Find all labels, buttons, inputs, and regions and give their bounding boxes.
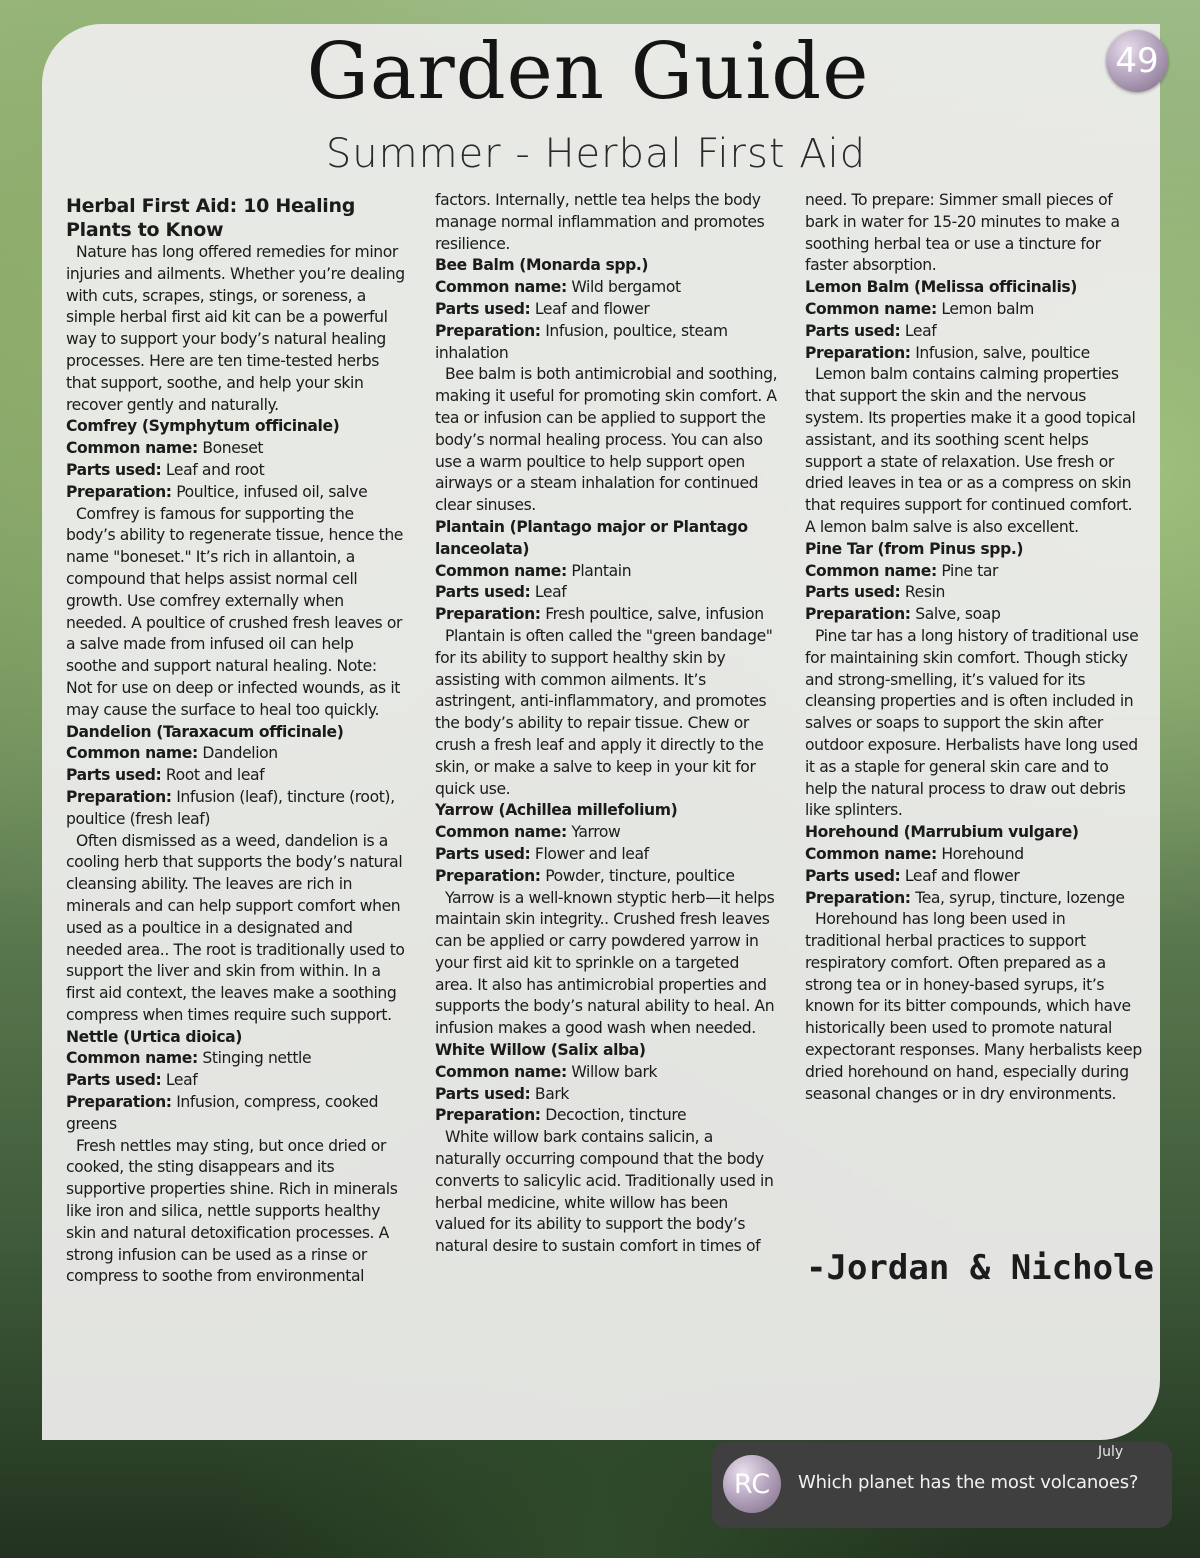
field-value: Infusion (leaf), tincture (root), poultice (fresh leaf) (66, 787, 395, 828)
plant-name: Horehound (Marrubium vulgare) (805, 823, 1079, 842)
field-value: Leaf (161, 1071, 198, 1090)
trivia-question: Which planet has the most volcanoes? (798, 1472, 1139, 1493)
preparation-line (435, 604, 780, 626)
plant-entry-dandelion (66, 722, 406, 1027)
field-label: Preparation: (435, 605, 541, 624)
plant-description: Fresh nettles may sting, but once dried or cooked, the sting disappears and its supportive properties shine. Rich in minerals like iron and silica, nettle supports healthy skin and natural detoxification processes. A strong infusion can be used as a rinse or compress to soothe from environmental (66, 1136, 398, 1286)
plant-entry-yarrow (435, 800, 780, 1040)
article-heading: Herbal First Aid: 10 Healing Plants to Know (66, 195, 356, 241)
plant-description: Comfrey is famous for supporting the body’s ability to regenerate tissue, hence the name "boneset." It’s rich in allantoin, a compound that helps assist normal cell growth. Use comfrey externally when needed. A poultice of crushed fresh leaves or a salve made from infused oil can help soothe and support natural healing. Note: Not for use on deep or infected wounds, as it may cause the surface to heal too quickly. (66, 504, 403, 719)
plant-name: Lemon Balm (Melissa officinalis) (805, 278, 1077, 297)
parts-used-line (435, 299, 780, 321)
field-value: Wild bergamot (566, 278, 681, 297)
preparation-line (435, 321, 780, 365)
plant-name: Comfrey (Symphytum officinale) (66, 417, 340, 436)
author-signature: -Jordan & Nichole (806, 1248, 1154, 1288)
preparation-line (66, 787, 406, 831)
article-column-2 (435, 190, 780, 1258)
common-name-line (805, 299, 1145, 321)
field-label: Preparation: (805, 888, 911, 907)
field-label: Parts used: (66, 1071, 162, 1090)
plant-description: Yarrow is a well-known styptic herb—it helps maintain skin integrity.. Crushed fresh leaves can be applied or carry powdered yarrow in your first aid kit to sprinkle on a targeted area. It also has antimicrobial properties and supports the body’s natural ability to heal. An infusion makes a good wash when needed. (435, 888, 775, 1038)
field-label: Common name: (66, 1049, 198, 1068)
parts-used-line (435, 582, 780, 604)
plant-name: Nettle (Urtica dioica) (66, 1027, 243, 1046)
field-value: Horehound (936, 844, 1024, 863)
common-name-line (805, 844, 1145, 866)
preparation-line (805, 343, 1145, 365)
field-value: Lemon balm (936, 299, 1034, 318)
common-name-line (435, 1062, 780, 1084)
field-value: Stinging nettle (197, 1049, 312, 1068)
field-value: Willow bark (566, 1062, 658, 1081)
rc-logo-badge: RC (723, 1455, 781, 1513)
plant-description: Horehound has long been used in traditional herbal practices to support respiratory comfort. Often prepared as a strong tea or in honey-based syrups, it’s known for its bitter compounds, which have historically been used to promote natural expectorant responses. Many herbalists keep dried horehound on hand, especially during seasonal changes or in dry environments. (805, 910, 1142, 1103)
common-name-line (805, 561, 1145, 583)
continued-paragraph: need. To prepare: Simmer small pieces of bark in water for 15-20 minutes to make a soothing herbal tea or use a tincture for faster absorption. (805, 191, 1120, 275)
field-label: Common name: (435, 561, 567, 580)
parts-used-line (66, 765, 406, 787)
common-name-line (66, 438, 406, 460)
field-value: Powder, tincture, poultice (540, 866, 735, 885)
field-value: Infusion, poultice, steam inhalation (435, 321, 728, 362)
field-label: Parts used: (435, 1084, 531, 1103)
parts-used-line (805, 321, 1145, 343)
continued-paragraph: factors. Internally, nettle tea helps the body manage normal inflammation and promotes resilience. (435, 191, 765, 253)
field-label: Common name: (435, 823, 567, 842)
plant-entry-white-willow (435, 1040, 780, 1258)
field-value: Bark (530, 1084, 570, 1103)
field-label: Preparation: (66, 787, 172, 806)
issue-month: July (1098, 1444, 1124, 1460)
plant-entry-comfrey (66, 416, 406, 721)
field-label: Parts used: (435, 299, 531, 318)
preparation-line (805, 888, 1145, 910)
field-label: Parts used: (805, 583, 901, 602)
plant-entry-horehound (805, 822, 1145, 1105)
plant-name: Bee Balm (Monarda spp.) (435, 256, 649, 275)
preparation-line (805, 604, 1145, 626)
common-name-line (66, 743, 406, 765)
preparation-line (66, 1092, 406, 1136)
plant-description: Pine tar has a long history of traditional use for maintaining skin comfort. Though sticky and strong-smelling, it’s valued for its cleansing properties and is often included in salves or soaps to support the skin after outdoor exposure. Herbalists have long used it as a staple for general skin care and to help the natural process to draw out debris like splinters. (805, 626, 1139, 820)
field-label: Preparation: (435, 866, 541, 885)
field-label: Preparation: (66, 482, 172, 501)
field-value: Boneset (197, 439, 264, 458)
field-value: Resin (900, 583, 945, 602)
field-value: Salve, soap (910, 605, 1001, 624)
field-label: Common name: (66, 439, 198, 458)
field-value: Leaf and root (161, 460, 265, 479)
plant-name: Dandelion (Taraxacum officinale) (66, 722, 344, 741)
field-value: Leaf and flower (900, 866, 1020, 885)
parts-used-line (66, 1070, 406, 1092)
page-number-badge: 49 (1106, 30, 1168, 92)
plant-entry-pine-tar (805, 539, 1145, 822)
field-label: Parts used: (66, 460, 162, 479)
plant-entry-nettle (66, 1027, 406, 1289)
field-label: Common name: (805, 561, 937, 580)
plant-entry-bee-balm (435, 255, 780, 517)
field-label: Parts used: (66, 766, 162, 785)
plant-description: Bee balm is both antimicrobial and soothing, making it useful for promoting skin comfort. A tea or infusion can be applied to support the body’s normal healing process. You can also use a warm poultice to help support open airways or a steam inhalation for continued clear sinuses. (435, 365, 778, 515)
field-value: Infusion, salve, poultice (910, 343, 1090, 362)
plant-description: Often dismissed as a weed, dandelion is a cooling herb that supports the body’s natural cleansing ability. The leaves are rich in minerals and can help support comfort when used as a poultice in a designated and needed area.. The root is traditionally used to support the liver and skin from within. In a first aid context, the leaves make a soothing compress when times require such support. (66, 831, 405, 1024)
common-name-line (435, 822, 780, 844)
common-name-line (66, 1048, 406, 1070)
field-value: Root and leaf (161, 766, 265, 785)
field-label: Parts used: (435, 583, 531, 602)
field-value: Pine tar (936, 561, 999, 580)
field-label: Common name: (805, 299, 937, 318)
plant-description: Lemon balm contains calming properties that support the skin and the nervous system. Its properties make it a good topical assistant, and its soothing scent helps support a state of relaxation. Use fresh or dried leaves in tea or as a compress on skin that requires support for continued comfort. A lemon balm salve is also excellent. (805, 365, 1136, 536)
preparation-line (435, 1105, 780, 1127)
field-value: Leaf and flower (530, 299, 650, 318)
common-name-line (435, 561, 780, 583)
parts-used-line (435, 844, 780, 866)
field-value: Poultice, infused oil, salve (171, 482, 368, 501)
field-value: Tea, syrup, tincture, lozenge (910, 888, 1125, 907)
plant-description: Plantain is often called the "green bandage" for its ability to support healthy skin by assisting with common ailments. It’s astringent, anti-inflammatory, and promotes the body’s ability to repair tissue. Chew or crush a fresh leaf and apply it directly to the skin, or make a salve to keep in your kit for quick use. (435, 626, 773, 798)
article-column-3 (805, 190, 1145, 1105)
field-label: Common name: (805, 844, 937, 863)
field-value: Dandelion (197, 744, 278, 763)
field-value: Leaf (530, 583, 567, 602)
plant-name: Plantain (Plantago major or Plantago lanceolata) (435, 517, 748, 558)
field-label: Common name: (435, 1062, 567, 1081)
parts-used-line (435, 1084, 780, 1106)
plant-entry-lemon-balm (805, 277, 1145, 539)
field-value: Leaf (900, 321, 937, 340)
parts-used-line (66, 460, 406, 482)
field-label: Preparation: (805, 605, 911, 624)
field-value: Fresh poultice, salve, infusion (540, 605, 764, 624)
plant-name: Pine Tar (from Pinus spp.) (805, 539, 1024, 558)
field-label: Parts used: (805, 866, 901, 885)
field-value: Plantain (566, 561, 632, 580)
field-label: Preparation: (435, 321, 541, 340)
article-column-1 (66, 194, 406, 1288)
field-label: Preparation: (66, 1093, 172, 1112)
field-label: Parts used: (805, 321, 901, 340)
preparation-line (66, 482, 406, 504)
plant-description: White willow bark contains salicin, a naturally occurring compound that the body converts to salicylic acid. Traditionally used in herbal medicine, white willow has been valued for its ability to support the body’s natural desire to sustain comfort in times of (435, 1128, 774, 1256)
plant-name: White Willow (Salix alba) (435, 1041, 646, 1060)
field-value: Yarrow (566, 823, 621, 842)
field-value: Flower and leaf (530, 844, 649, 863)
field-label: Common name: (435, 278, 567, 297)
parts-used-line (805, 866, 1145, 888)
field-label: Preparation: (435, 1106, 541, 1125)
field-label: Common name: (66, 744, 198, 763)
common-name-line (435, 277, 780, 299)
plant-name: Yarrow (Achillea millefolium) (435, 801, 678, 820)
parts-used-line (805, 582, 1145, 604)
field-label: Parts used: (435, 844, 531, 863)
page-subtitle: Summer - Herbal First Aid (325, 131, 867, 177)
field-label: Preparation: (805, 343, 911, 362)
intro-paragraph: Nature has long offered remedies for minor injuries and ailments. Whether you’re dealing with cuts, scrapes, stings, or soreness, a simple herbal first aid kit can be a powerful way to support your body’s natural healing processes. Here are ten time-tested herbs that support, soothe, and help your skin recover gently and naturally. (66, 243, 405, 414)
field-value: Decoction, tincture (540, 1106, 687, 1125)
plant-entry-plantain (435, 517, 780, 800)
field-value: Infusion, compress, cooked greens (66, 1093, 379, 1133)
preparation-line (435, 866, 780, 888)
page-title: Garden Guide (306, 27, 870, 117)
